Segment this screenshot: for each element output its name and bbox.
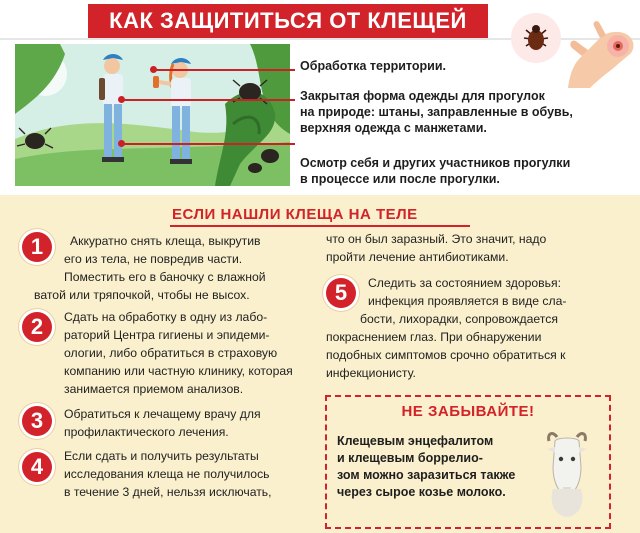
step-text (326, 274, 567, 382)
step-line: бости, лихорадки, сопровождается (360, 312, 558, 326)
tip-line: Осмотр себя и других участников прогулки (300, 156, 571, 170)
reminder-line: зом можно заразиться также (337, 468, 516, 482)
tip-line: на природе: штаны, заправленные в обувь, (300, 105, 573, 119)
reminder-line: Клещевым энцефалитом (337, 434, 494, 448)
hand-bite-icon (560, 18, 640, 93)
step-line: в течение 3 дней, нельзя исключать, (64, 485, 272, 499)
step-line: Поместить его в баночку с влажной (64, 270, 266, 284)
step-line: Если сдать и получить результаты (64, 449, 259, 463)
step-line: Сдать на обработку в одну из лабо- (64, 310, 268, 324)
step-line: инфекция проявляется в виде сла- (368, 294, 567, 308)
step-line: Следить за состоянием здоровья: (368, 276, 561, 290)
step-line: инфекционисту. (326, 366, 416, 380)
step-number: 1 (22, 232, 52, 262)
title-banner (88, 4, 488, 38)
step-line: что он был заразный. Это значит, надо (326, 232, 547, 246)
prevention-tip (300, 58, 446, 74)
reminder-line: и клещевым боррелио- (337, 451, 483, 465)
tip-line: в процессе или после прогулки. (300, 172, 500, 186)
step-line: компанию или частную клинику, которая (64, 364, 293, 378)
reminder-box (325, 395, 611, 529)
step-line: покраснением глаз. При обнаружении (326, 330, 542, 344)
step-line: пройти лечение антибиотиками. (326, 250, 509, 264)
step-text (64, 405, 261, 441)
page-title: КАК ЗАЩИТИТЬСЯ ОТ КЛЕЩЕЙ (109, 8, 467, 33)
step-text (64, 447, 272, 501)
step-line: раторий Центра гигиены и эпидеми- (64, 328, 270, 342)
step-line: исследования клеща не получилось (64, 467, 270, 481)
tip-line: Обработка территории. (300, 59, 446, 73)
step-number: 2 (22, 312, 52, 342)
step-line: Аккуратно снять клеща, выкрутив (70, 234, 261, 248)
step-line: занимается приемом анализов. (64, 382, 244, 396)
leader-line (155, 69, 295, 71)
leader-line (123, 143, 295, 145)
reminder-title: НЕ ЗАБЫВАЙТЕ! (401, 403, 535, 420)
tick-icon (510, 12, 562, 64)
step-line: профилактического лечения. (64, 425, 229, 439)
step-line: его из тела, не повредив части. (64, 252, 243, 266)
step-number: 5 (326, 278, 356, 308)
step-line: ологии, либо обратиться в страховую (64, 346, 278, 360)
step-number: 3 (22, 406, 52, 436)
step-number: 4 (22, 452, 52, 482)
prevention-tip (300, 155, 570, 187)
step-line: ватой или тряпочкой, чтобы не высох. (34, 288, 250, 302)
step-text (64, 308, 293, 398)
goat-icon (539, 427, 599, 517)
leader-line (123, 99, 295, 101)
prevention-tip (300, 88, 573, 136)
section-title: ЕСЛИ НАШЛИ КЛЕЩА НА ТЕЛЕ (172, 206, 418, 223)
step-text (34, 232, 266, 304)
step-line: Обратиться к лечащему врачу для (64, 407, 261, 421)
tip-line: Закрытая форма одежды для прогулок (300, 89, 545, 103)
reminder-line: через сырое козье молоко. (337, 485, 506, 499)
step-text-continued (326, 230, 546, 266)
tip-line: верхняя одежда с манжетами. (300, 121, 487, 135)
step-line: подобных симптомов срочно обратиться к (326, 348, 566, 362)
section-title-underline (170, 225, 470, 227)
reminder-text (337, 433, 515, 501)
